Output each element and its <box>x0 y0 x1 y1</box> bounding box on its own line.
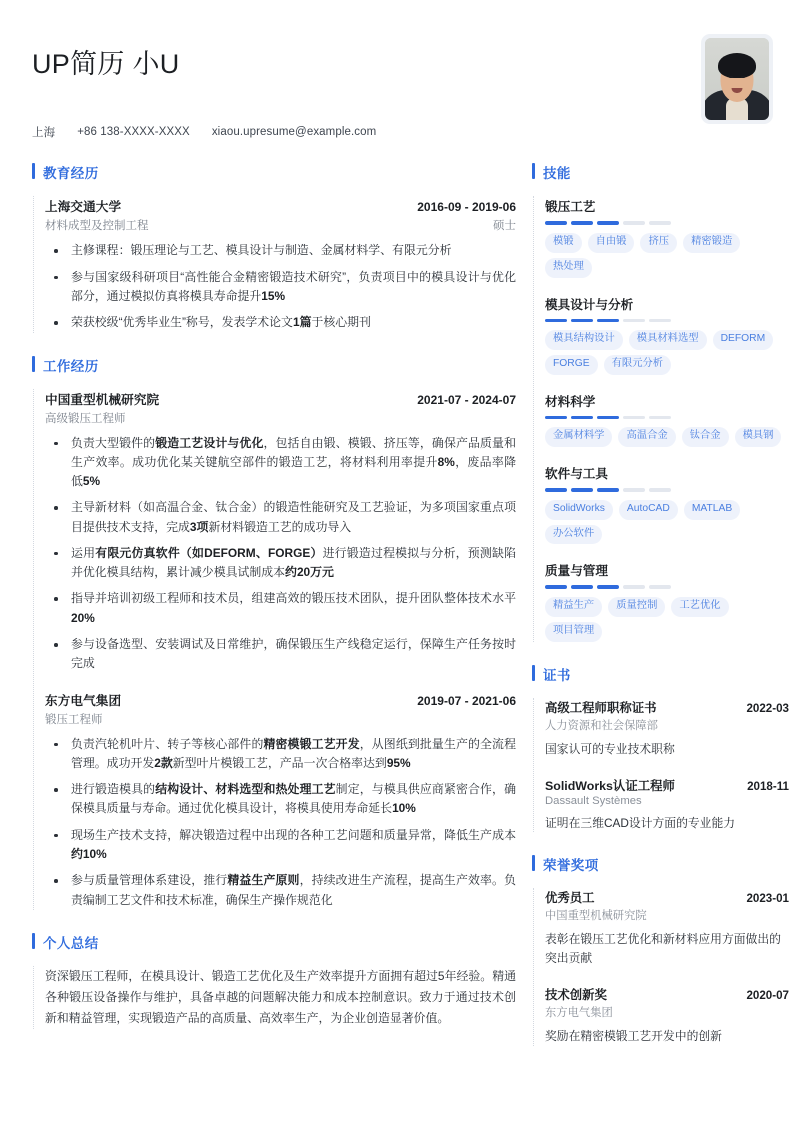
skill-level-segment <box>623 585 645 589</box>
credential-name: SolidWorks认证工程师 <box>545 778 675 793</box>
summary-body <box>33 966 516 1030</box>
credential-description: 证明在三维CAD设计方面的专业能力 <box>545 815 736 830</box>
avatar <box>701 34 773 124</box>
section-header <box>32 355 516 376</box>
credential-issuer: Dassault Systèmes <box>545 794 642 807</box>
skill-level-segment <box>597 416 619 420</box>
section-certificates <box>532 664 789 833</box>
skill-level-segment <box>649 585 671 589</box>
entry-organization: 东方电气集团 <box>45 693 122 708</box>
summary-text: 资深锻压工程师，在模具设计、锻造工艺优化及生产效率提升方面拥有超过5年经验。精通各种锻压设备操作与维护，具备卓越的问题解决能力和成本控制意识。致力于通过技术创新和精益管理，实现锻造产品的高质量、高效率生产，为企业创造显著价值。 <box>45 968 516 1026</box>
avatar-photo <box>705 38 769 120</box>
entry-role: 锻压工程师 <box>45 713 103 726</box>
skill-tags <box>545 597 789 642</box>
skill-tag[interactable]: DEFORM <box>713 330 774 350</box>
credential-date: 2022-03 <box>746 701 789 715</box>
skill-group-name: 模具设计与分析 <box>545 297 634 312</box>
skill-tag[interactable]: 项目管理 <box>545 622 602 642</box>
section-education <box>32 162 516 332</box>
certificate-entries <box>533 698 789 833</box>
section-header <box>532 664 789 685</box>
resume-columns <box>0 140 799 1068</box>
credential-issuer: 人力资源和社会保障部 <box>545 719 658 732</box>
bullet-item: 主导新材料（如高温合金、钛合金）的锻造性能研究及工艺验证，为多项国家重点项目提供技术支持，完成3项新材料锻造工艺的成功导入 <box>45 498 516 537</box>
bullet-item: 主修课程：锻压理论与工艺、模具设计与制造、金属材料学、有限元分析 <box>45 241 516 260</box>
credential-description: 国家认可的专业技术职称 <box>545 741 675 756</box>
education-entries <box>33 196 516 332</box>
skill-tag[interactable]: FORGE <box>545 355 598 375</box>
skill-level-segment <box>571 319 593 323</box>
skill-tag[interactable]: 工艺优化 <box>671 597 728 617</box>
credential-name: 优秀员工 <box>545 891 595 906</box>
experience-entry <box>45 196 516 332</box>
credential-description: 表彰在锻压工艺优化和新材料应用方面做出的突出贡献 <box>545 932 781 966</box>
entry-meta: 硕士 <box>493 220 516 233</box>
skill-level-segment <box>571 488 593 492</box>
skill-level-segment <box>597 319 619 323</box>
contact-phone: +86 138-XXXX-XXXX <box>77 126 190 139</box>
page-title: UP简历 小U <box>32 49 180 79</box>
section-header <box>532 854 789 875</box>
resume-header <box>0 0 799 140</box>
skill-tag[interactable]: 挤压 <box>640 233 677 253</box>
entry-organization: 上海交通大学 <box>45 200 122 215</box>
skill-level-segment <box>597 221 619 225</box>
bullet-item: 参与设备选型、安装调试及日常维护，确保锻压生产线稳定运行，保障生产任务按时完成 <box>45 635 516 674</box>
skill-group <box>545 196 789 277</box>
bullet-item: 参与国家级科研项目“高性能合金精密锻造技术研究”，负责项目中的模具设计与优化部分，通过模拟仿真将模具寿命提升15% <box>45 268 516 307</box>
skill-level-segment <box>623 319 645 323</box>
skill-group-name: 材料科学 <box>545 394 596 409</box>
skill-tag[interactable]: 金属材料学 <box>545 427 612 447</box>
experience-entry <box>45 389 516 674</box>
entry-date: 2021-07 - 2024-07 <box>417 392 516 407</box>
skill-level-segment <box>545 488 567 492</box>
skill-tag[interactable]: 自由锻 <box>588 233 635 253</box>
entry-date: 2016-09 - 2019-06 <box>417 200 516 215</box>
bullet-item: 负责大型锻件的锻造工艺设计与优化，包括自由锻、模锻、挤压等，确保产品质量和生产效率。成功优化某关键航空部件的锻造工艺，将材料利用率提升8%，废品率降低5% <box>45 434 516 492</box>
skill-tag[interactable]: SolidWorks <box>545 500 613 520</box>
skill-group-name: 质量与管理 <box>545 564 608 579</box>
credential-date: 2018-11 <box>747 779 789 793</box>
skill-level-bar <box>545 488 789 492</box>
skill-level-bar <box>545 319 789 323</box>
skill-group <box>545 391 789 447</box>
skill-level-segment <box>571 585 593 589</box>
header-text-block <box>32 34 376 140</box>
skill-level-segment <box>545 585 567 589</box>
skill-level-segment <box>649 221 671 225</box>
section-header <box>32 932 516 953</box>
skill-groups <box>533 196 789 641</box>
credential-entry <box>545 698 789 759</box>
bullet-item: 参与质量管理体系建设，推行精益生产原则，持续改进生产流程，提高生产效率。负责编制工艺文件和技术标准，确保生产操作规范化 <box>45 871 516 910</box>
section-title-certificates: 证书 <box>543 667 571 683</box>
skill-level-segment <box>623 416 645 420</box>
skill-group <box>545 463 789 544</box>
section-summary <box>32 932 516 1030</box>
credential-date: 2020-07 <box>746 989 789 1003</box>
award-entries <box>533 888 789 1046</box>
section-title-work: 工作经历 <box>43 358 99 374</box>
skill-level-segment <box>649 319 671 323</box>
entry-bullets <box>45 434 516 674</box>
skill-tag[interactable]: 热处理 <box>545 258 592 278</box>
credential-entry <box>545 776 789 833</box>
skill-tag[interactable]: 模具结构设计 <box>545 330 623 350</box>
entry-role: 材料成型及控制工程 <box>45 220 149 233</box>
bullet-item: 现场生产技术支持，解决锻造过程中出现的各种工艺问题和质量异常，降低生产成本约10% <box>45 826 516 865</box>
skill-tag[interactable]: 模具材料选型 <box>629 330 707 350</box>
section-title-skills: 技能 <box>543 166 571 182</box>
skill-group <box>545 560 789 641</box>
experience-entry <box>45 690 516 910</box>
skill-tag[interactable]: 质量控制 <box>608 597 665 617</box>
credential-issuer: 中国重型机械研究院 <box>545 910 647 923</box>
bullet-item: 荣获校级“优秀毕业生”称号，发表学术论文1篇于核心期刊 <box>45 313 516 332</box>
skill-tag[interactable]: 精益生产 <box>545 597 602 617</box>
skill-level-segment <box>623 221 645 225</box>
entry-date: 2019-07 - 2021-06 <box>417 693 516 708</box>
bullet-item: 指导并培训初级工程师和技术员，组建高效的锻压技术团队，提升团队整体技术水平20% <box>45 589 516 628</box>
skill-tag[interactable]: 高温合金 <box>618 427 675 447</box>
skill-level-segment <box>597 585 619 589</box>
bullet-item: 运用有限元仿真软件（如DEFORM、FORGE）进行锻造过程模拟与分析，预测缺陷并优化模具结构，累计减少模具试制成本约20万元 <box>45 544 516 583</box>
skill-level-segment <box>623 488 645 492</box>
skill-level-segment <box>545 221 567 225</box>
section-title-summary: 个人总结 <box>43 935 99 951</box>
skill-level-bar <box>545 416 789 420</box>
skill-level-segment <box>545 319 567 323</box>
section-awards <box>532 854 789 1046</box>
credential-date: 2023-01 <box>746 892 789 906</box>
credential-issuer: 东方电气集团 <box>545 1007 613 1020</box>
skill-group-name: 锻压工艺 <box>545 200 596 215</box>
work-entries <box>33 389 516 910</box>
entry-bullets <box>45 241 516 332</box>
contact-row <box>32 124 376 140</box>
credential-name: 技术创新奖 <box>545 988 607 1003</box>
skill-tag[interactable]: 模锻 <box>545 233 582 253</box>
skill-group-name: 软件与工具 <box>545 467 608 482</box>
section-title-education: 教育经历 <box>43 166 99 182</box>
skill-tags <box>545 500 789 545</box>
section-work <box>32 355 516 910</box>
credential-entry <box>545 888 789 968</box>
section-title-awards: 荣誉奖项 <box>543 858 599 874</box>
credential-name: 高级工程师职称证书 <box>545 700 657 715</box>
skill-tags <box>545 330 789 375</box>
credential-description: 奖励在精密模锻工艺开发中的创新 <box>545 1029 722 1044</box>
section-skills <box>532 162 789 641</box>
skill-tag[interactable]: MATLAB <box>684 500 740 520</box>
bullet-item: 进行锻造模具的结构设计、材料选型和热处理工艺制定，与模具供应商紧密合作，确保模具质量与寿命。通过优化模具设计，将模具使用寿命延长10% <box>45 780 516 819</box>
skill-tag[interactable]: AutoCAD <box>619 500 678 520</box>
entry-bullets <box>45 735 516 910</box>
section-header <box>532 162 789 183</box>
skill-tag[interactable]: 模具钢 <box>735 427 782 447</box>
skill-level-bar <box>545 585 789 589</box>
contact-location: 上海 <box>32 127 56 140</box>
skill-level-segment <box>649 488 671 492</box>
skill-tag[interactable]: 有限元分析 <box>604 355 671 375</box>
skill-level-bar <box>545 221 789 225</box>
skill-tag[interactable]: 精密锻造 <box>683 233 740 253</box>
skill-group <box>545 294 789 375</box>
skill-level-segment <box>649 416 671 420</box>
entry-role: 高级锻压工程师 <box>45 412 126 425</box>
skill-tags <box>545 427 789 447</box>
skill-tag[interactable]: 钛合金 <box>682 427 729 447</box>
contact-email: xiaou.upresume@example.com <box>211 126 377 139</box>
section-header <box>32 162 516 183</box>
skill-level-segment <box>571 221 593 225</box>
right-column <box>532 162 789 1068</box>
skill-level-segment <box>571 416 593 420</box>
skill-tags <box>545 233 789 278</box>
entry-organization: 中国重型机械研究院 <box>45 392 160 407</box>
bullet-item: 负责汽轮机叶片、转子等核心部件的精密模锻工艺开发，从图纸到批量生产的全流程管理。成功开发2款新型叶片模锻工艺，产品一次合格率达到95% <box>45 735 516 774</box>
skill-level-segment <box>545 416 567 420</box>
skill-level-segment <box>597 488 619 492</box>
credential-entry <box>545 985 789 1046</box>
skill-tag[interactable]: 办公软件 <box>545 525 602 545</box>
left-column <box>32 162 516 1068</box>
